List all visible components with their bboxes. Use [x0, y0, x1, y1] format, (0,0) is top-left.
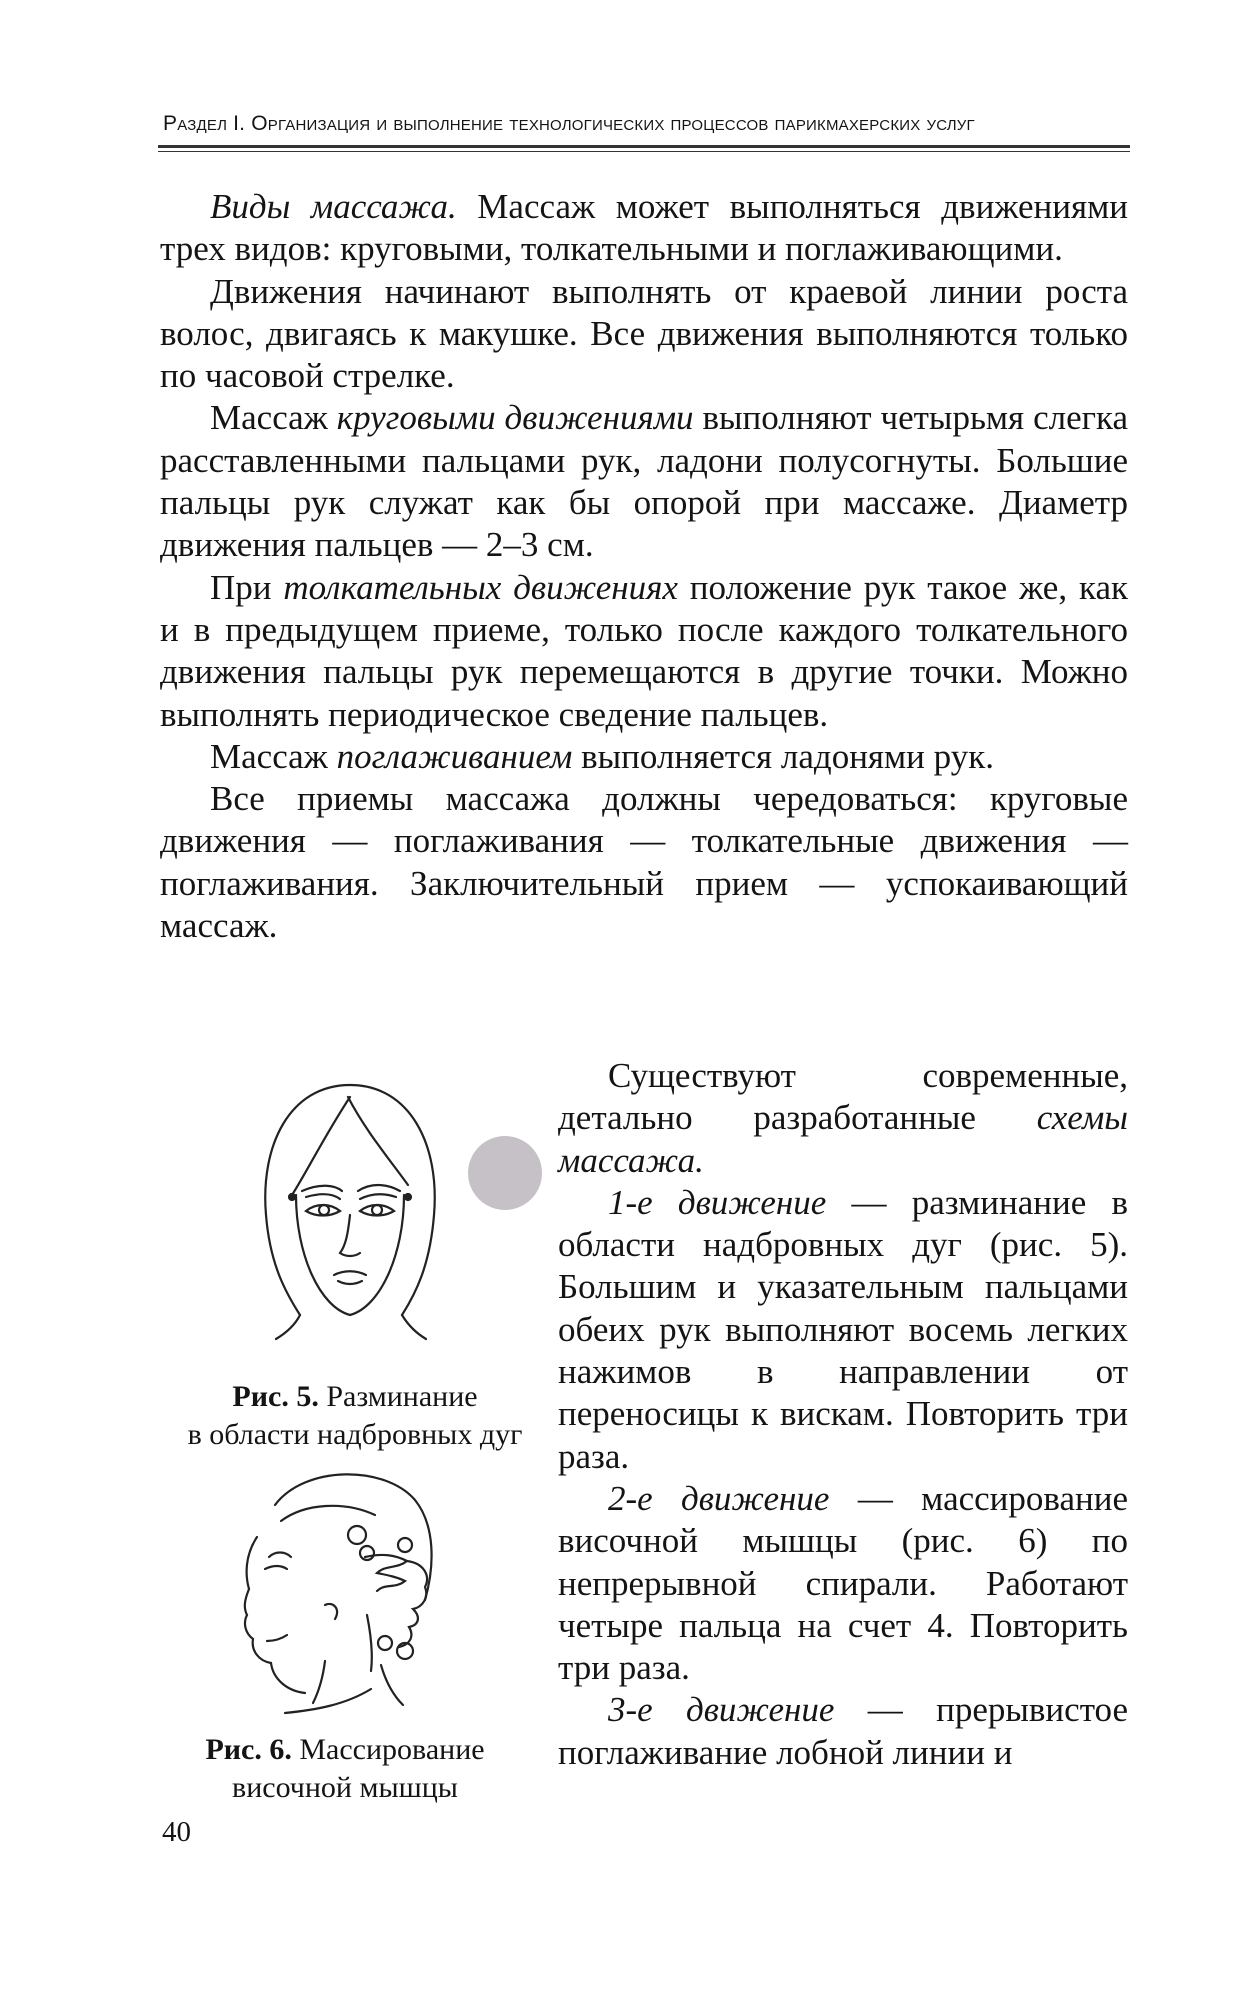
right-column-text [558, 1055, 1128, 1774]
header-rule-thin [158, 151, 1130, 152]
body-text [160, 186, 1128, 947]
header-rule [158, 145, 1130, 148]
paragraph: Существуют современные, детально разработанные схемы массажа. [558, 1056, 1128, 1180]
paragraph: Виды массажа. Массаж может выполняться движениями трех видов: круговыми, толкательными и поглаживающими. [160, 187, 1128, 269]
figure-5-caption: Рис. 5. Разминание в области надбровных дуг [187, 1380, 523, 1451]
paragraph: 1-е движение — разминание в области надбровных дуг (рис. 5). Большим и указательным пальцами обеих рук выполняют восемь легких нажимов в направлении от переносицы к вискам. Повторить три раза. [558, 1182, 1128, 1476]
figure-6-caption: Рис. 6. Массирование височной мышцы [205, 1733, 485, 1804]
paragraph: При толкательных движениях положение рук такое же, как и в предыдущем приеме, только после каждого толкательного движения пальцы рук перемещаются в другие точки. Можно выполнять периодическое сведение пальцев. [160, 567, 1129, 734]
paragraph: Все приемы массажа должны чередоваться: круговые движения — поглаживания — толкательные движения — поглаживания. Заключительный прием — успокаивающий массаж. [160, 779, 1128, 946]
figure-6-illustration [235, 1465, 470, 1720]
paragraph: Движения начинают выполнять от краевой линии роста волос, двигаясь к макушке. Все движения выполняются только по часовой стрелке. [160, 271, 1128, 396]
figure-5-illustration [250, 1075, 450, 1355]
paragraph: Массаж поглаживанием выполняется ладонями рук. [210, 736, 994, 776]
page-number: 40 [162, 1816, 191, 1848]
running-header: Раздел I. Организация и выполнение технологических процессов парикмахерских услуг [163, 112, 975, 135]
scan-mark [468, 1136, 542, 1210]
paragraph: 2-е движение — массирование височной мышцы (рис. 6) по непрерывной спирали. Работают четыре пальца на счет 4. Повторить три раза. [558, 1478, 1128, 1688]
paragraph: 3-е движение — прерывистое поглаживание лобной линии и [558, 1690, 1128, 1772]
paragraph: Массаж круговыми движениями выполняют четырьмя слегка расставленными пальцами рук, ладони полусогнуты. Большие пальцы рук служат как бы опорой при массаже. Диаметр движения пальцев — 2–3 см. [160, 398, 1128, 565]
